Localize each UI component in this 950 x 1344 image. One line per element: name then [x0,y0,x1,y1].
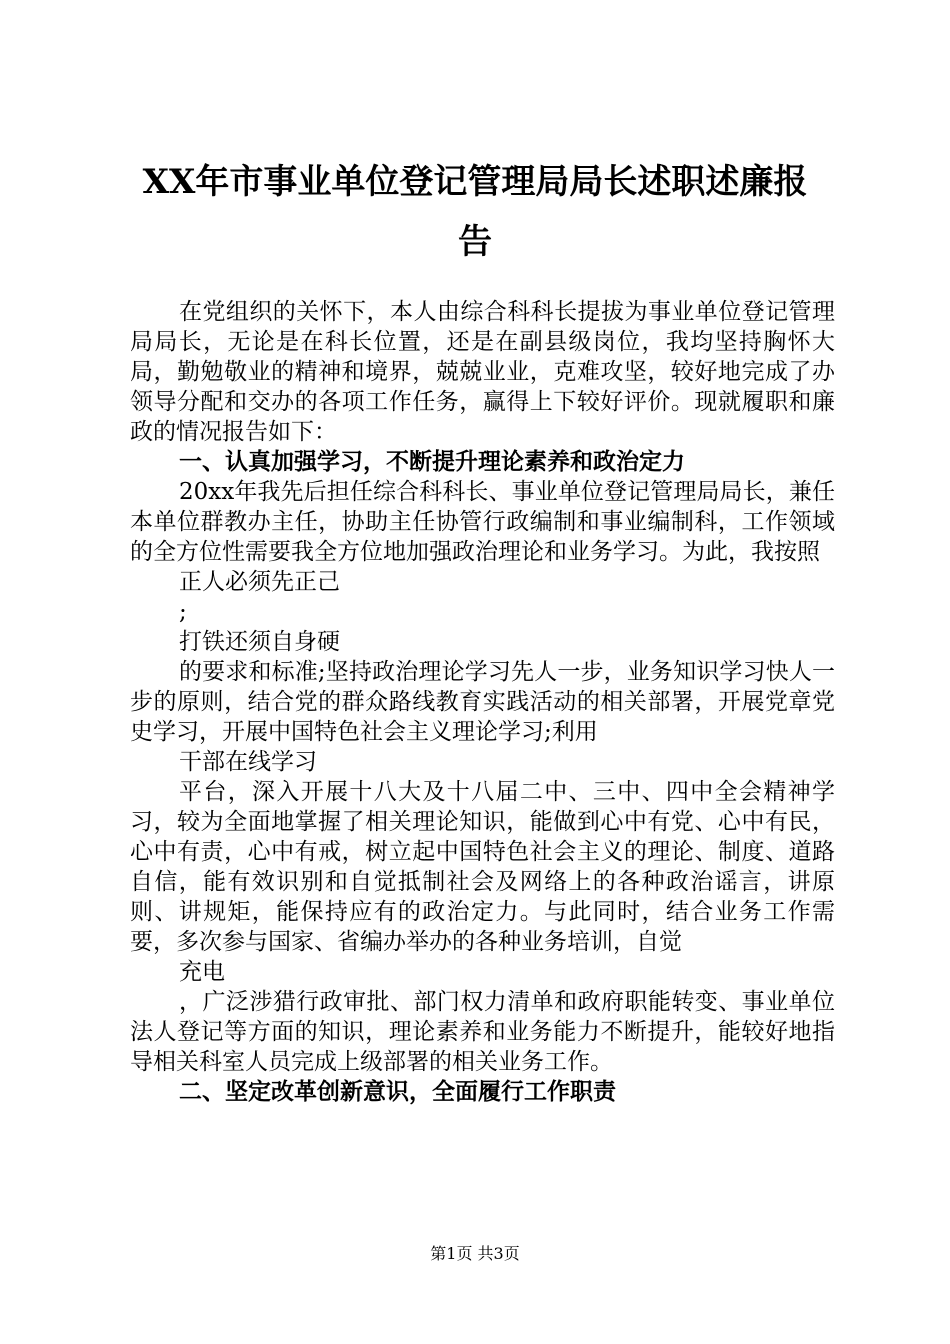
paragraph: 打铁还须自身硬 [179,629,340,655]
title-line-2: 告 [458,222,492,262]
document-title [110,152,840,272]
paragraph: 在党组织的关怀下，本人由综合科科长提拔为事业单位登记管理局局长，无论是在科长位置，还是在副县级岗位，我均坚持胸怀大局，勤勉敬业的精神和境界，兢兢业业，克难攻坚，较好地完成了办领导分配和交办的各项工作任务，赢得上下较好评价。现就履职和廉政的情况报告如下： [130,299,835,445]
page-footer [0,1243,950,1265]
title-line-1: XX年市事业单位登记管理局局长述职述廉报 [142,162,808,202]
page-number: 第1页 共3页 [430,1244,520,1263]
paragraph: 充电 [179,959,225,985]
section-heading: 二、坚定改革创新意识，全面履行工作职责 [179,1079,616,1105]
paragraph: 的要求和标准;坚持政治理论学习先人一步，业务知识学习快人一步的原则，结合党的群众路线教育实践活动的相关部署，开展党章党史学习，开展中国特色社会主义理论学习;利用 [130,659,835,745]
paragraph: ，广泛涉猎行政审批、部门权力清单和政府职能转变、事业单位法人登记等方面的知识，理论素养和业务能力不断提升，能较好地指导相关科室人员完成上级部署的相关业务工作。 [130,989,835,1075]
paragraph: 正人必须先正己 [179,569,340,595]
section-heading: 一、认真加强学习，不断提升理论素养和政治定力 [179,449,685,475]
paragraph: 平台，深入开展十八大及十八届二中、三中、四中全会精神学习，较为全面地掌握了相关理论知识，能做到心中有党、心中有民，心中有责，心中有戒，树立起中国特色社会主义的理论、制度、道路自信，能有效识别和自觉抵制社会及网络上的各种政治谣言，讲原则、讲规矩，能保持应有的政治定力。与此同时，结合业务工作需要，多次参与国家、省编办举办的各种业务培训，自觉 [130,779,835,955]
paragraph: ; [179,599,187,625]
paragraph: 20xx年我先后担任综合科科长、事业单位登记管理局局长，兼任本单位群教办主任，协助主任协管行政编制和事业编制科，工作领域的全方位性需要我全方位地加强政治理论和业务学习。为此，我按照 [130,479,835,565]
document-body [130,297,835,1107]
paragraph: 干部在线学习 [179,749,317,775]
